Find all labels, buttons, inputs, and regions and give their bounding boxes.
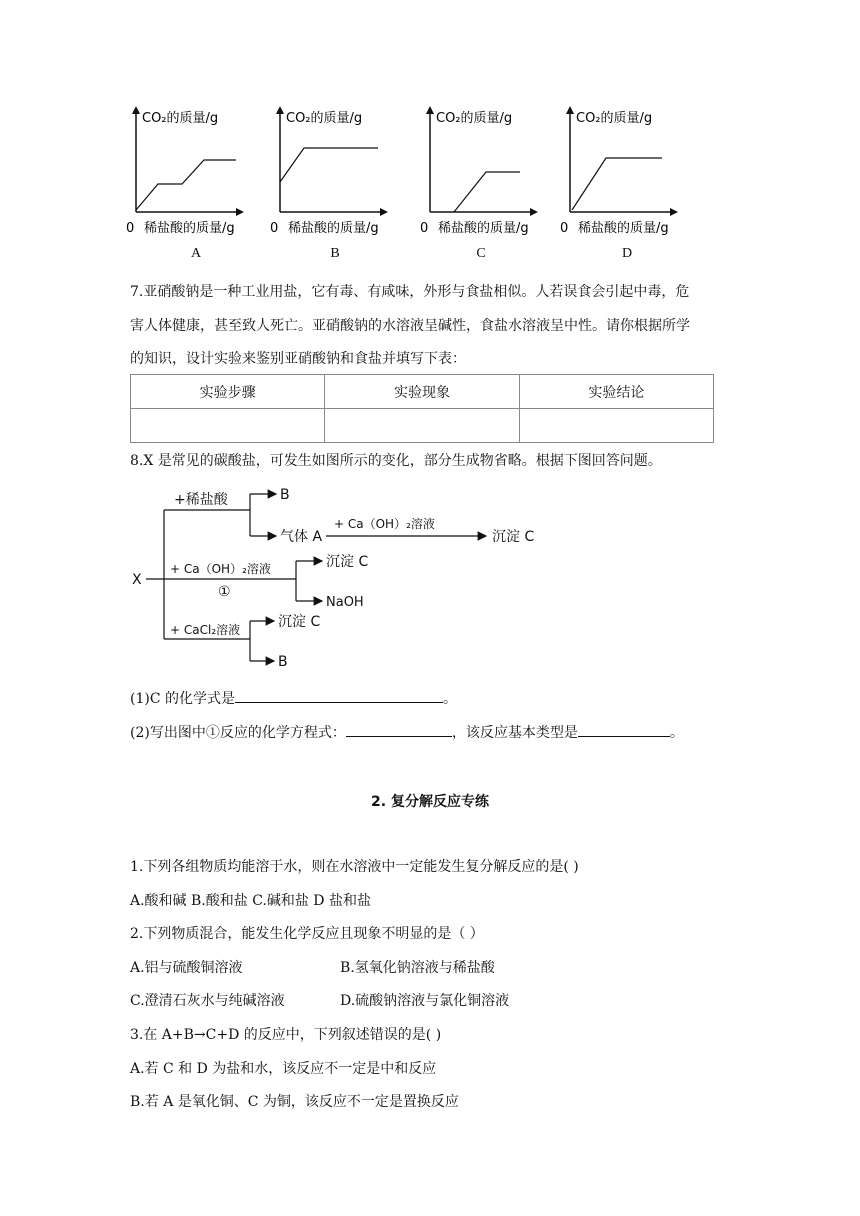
- s2-q1: 1.下列各组物质均能溶于水，则在水溶液中一定能发生复分解反应的是( ): [130, 859, 579, 875]
- q8-sub2-middle: ，该反应基本类型是: [451, 725, 578, 741]
- graph-option-a: [126, 104, 279, 240]
- header-steps: 实验步骤: [131, 375, 325, 409]
- origin-label: 0: [270, 221, 279, 236]
- option-letter-b: B: [330, 246, 340, 261]
- q8-sub1-suffix: 。: [443, 691, 457, 707]
- node-b-top: B: [280, 487, 290, 503]
- experiment-table: [130, 374, 714, 443]
- node-naoh: NaOH: [326, 595, 364, 610]
- cell-phenomenon-answer[interactable]: [325, 409, 519, 443]
- curve-c: [454, 172, 520, 212]
- reaction-flow-diagram: [128, 484, 568, 670]
- y-axis-label: CO₂的质量/g: [576, 111, 653, 126]
- graph-d-svg: [560, 104, 710, 240]
- s2-q2-option-b: B.氢氧化钠溶液与稀盐酸: [340, 960, 495, 976]
- answer-blank-formula[interactable]: [235, 688, 443, 703]
- curve-b: [280, 148, 378, 182]
- origin-label: 0: [420, 221, 429, 236]
- q8-sub2-prefix: (2)写出图中①反应的化学方程式：: [130, 725, 346, 741]
- graph-option-c: [420, 104, 570, 240]
- x-axis-label: 稀盐酸的质量/g: [144, 221, 235, 236]
- s2-q3: 3.在 A+B→C+D 的反应中，下列叙述错误的是( ): [130, 1027, 442, 1043]
- x-axis-label: 稀盐酸的质量/g: [578, 221, 669, 236]
- curve-d: [572, 158, 662, 210]
- node-precip-c-mid: 沉淀 C: [326, 554, 369, 570]
- s2-q2: 2.下列物质混合，能发生化学反应且现象不明显的是（ ）: [130, 926, 484, 942]
- graph-c-svg: [420, 104, 570, 240]
- node-gas-a: 气体 A: [280, 529, 323, 545]
- option-letter-d: D: [621, 246, 633, 261]
- table-row: [131, 409, 714, 443]
- q7-line-1: 7.亚硝酸钠是一种工业用盐，它有毒、有咸味，外形与食盐相似。人若误食会引起中毒，危: [130, 284, 690, 300]
- x-axis-label: 稀盐酸的质量/g: [438, 221, 529, 236]
- header-conclusion: 实验结论: [519, 375, 713, 409]
- label-caoh2-mid: + Ca（OH）₂溶液: [170, 562, 271, 576]
- answer-blank-equation[interactable]: [346, 722, 452, 737]
- node-x: X: [132, 572, 142, 588]
- q7-line-2: 害人体健康，甚至致人死亡。亚硝酸钠的水溶液呈碱性，食盐水溶液呈中性。请你根据所学: [130, 318, 690, 334]
- header-phenomenon: 实验现象: [325, 375, 519, 409]
- node-precip-c-bottom: 沉淀 C: [278, 614, 321, 630]
- x-axis-label: 稀盐酸的质量/g: [288, 221, 379, 236]
- q7-line-3: 的知识，设计实验来鉴别亚硝酸钠和食盐并填写下表：: [130, 351, 466, 367]
- origin-label: 0: [126, 221, 135, 236]
- label-caoh2-top: + Ca（OH）₂溶液: [334, 517, 435, 531]
- cell-conclusion-answer[interactable]: [519, 409, 713, 443]
- label-hcl: +稀盐酸: [174, 492, 228, 508]
- answer-blank-type[interactable]: [578, 722, 670, 737]
- label-cacl2: + CaCl₂溶液: [170, 623, 241, 637]
- q8-sub-1: [130, 688, 457, 709]
- s2-q2-option-d: D.硫酸钠溶液与氯化铜溶液: [340, 993, 510, 1009]
- cell-steps-answer[interactable]: [131, 409, 325, 443]
- section-title: 2. 复分解反应专练: [371, 794, 489, 810]
- q8-sub1-prefix: (1)C 的化学式是: [130, 691, 235, 707]
- s2-q1-options: A.酸和碱 B.酸和盐 C.碱和盐 D 盐和盐: [130, 893, 371, 909]
- curve-a: [136, 160, 236, 210]
- s2-q3-option-b: B.若 A 是氧化铜、C 为铜，该反应不一定是置换反应: [130, 1094, 459, 1110]
- q8-sub-2: [130, 722, 684, 743]
- y-axis-label: CO₂的质量/g: [142, 111, 219, 126]
- y-axis-label: CO₂的质量/g: [286, 111, 363, 126]
- graph-option-d: [560, 104, 710, 240]
- option-letter-c: C: [476, 246, 486, 261]
- y-axis-label: CO₂的质量/g: [436, 111, 513, 126]
- label-reaction-1: ①: [218, 584, 231, 600]
- node-b-bottom: B: [278, 654, 288, 670]
- graph-a-svg: [126, 104, 279, 240]
- table-header-row: [131, 375, 714, 409]
- s2-q2-option-a: A.铝与硫酸铜溶液: [130, 960, 243, 976]
- s2-q3-option-a: A.若 C 和 D 为盐和水，该反应不一定是中和反应: [130, 1061, 437, 1077]
- option-letter-a: A: [190, 246, 202, 261]
- q8-intro: 8.X 是常见的碳酸盐，可发生如图所示的变化，部分生成物省略。根据下图回答问题。: [130, 453, 662, 469]
- q8-sub2-suffix: 。: [669, 725, 684, 741]
- graph-option-b: [270, 104, 420, 240]
- graph-b-svg: [270, 104, 420, 240]
- origin-label: 0: [560, 221, 569, 236]
- node-precip-c-top: 沉淀 C: [492, 529, 535, 545]
- s2-q2-option-c: C.澄清石灰水与纯碱溶液: [130, 993, 285, 1009]
